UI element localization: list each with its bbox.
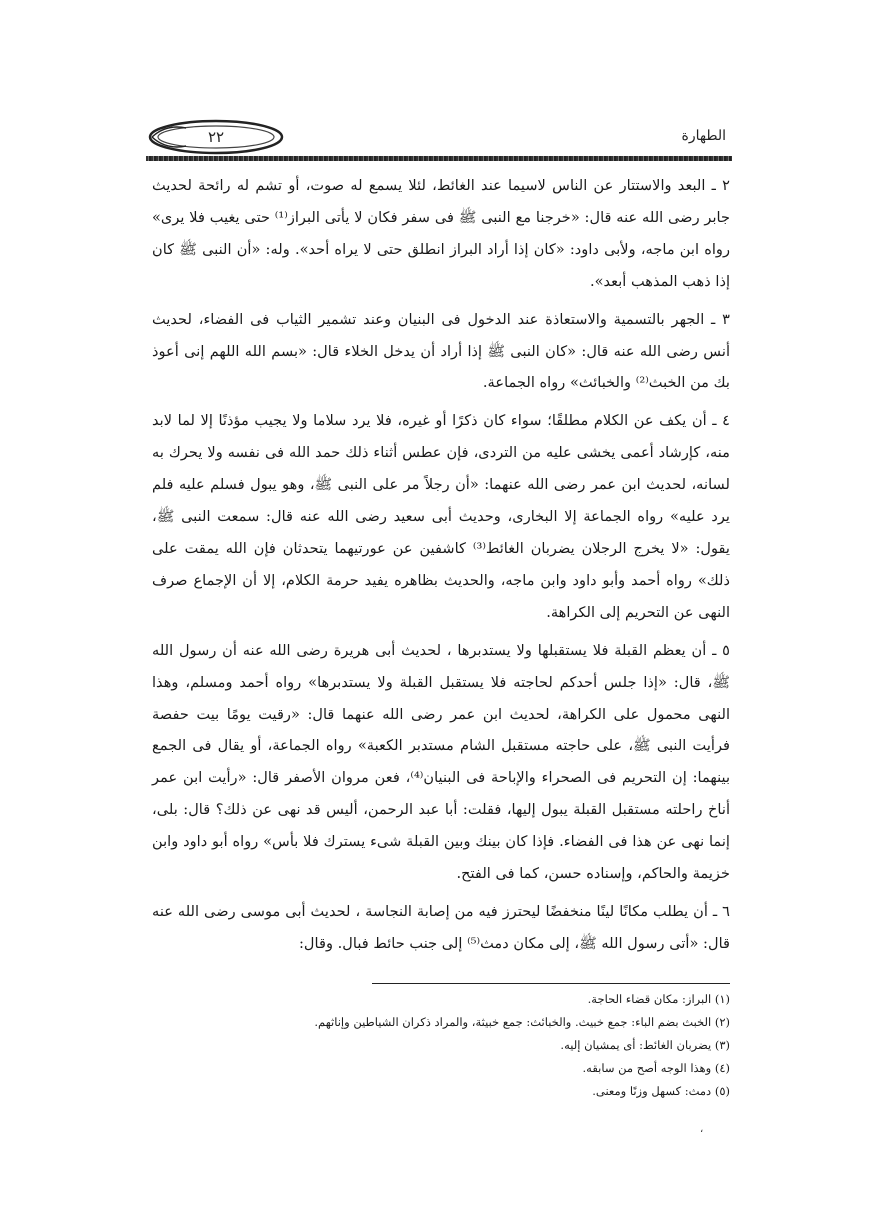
footnote: (٣) يضربان الغائط: أى يمشيان إليه.: [560, 1038, 730, 1052]
footnote: (١) البراز: مكان قضاء الحاجة.: [587, 992, 730, 1006]
paragraph: ٦ ـ أن يطلب مكانًا لينًا منخفضًا ليحترز فيه من إصابة النجاسة ، لحديث أبى موسى رضى الله عنه قال: «أتى رسول الله ﷺ، إلى مكان دمث⁽⁵⁾ إلى جنب حائط فبال. وقال:: [152, 902, 730, 952]
paragraph: ٤ ـ أن يكف عن الكلام مطلقًا؛ سواء كان ذكرًا أو غيره، فلا يرد سلاما ولا يجيب مؤذنًا إلا لما لابد منه، كإرشاد أعمى يخشى عليه من التردى، فإن عطس أثناء ذلك حمد الله فى نفسه ولا يحرك به لسانه، لحديث ابن عمر رضى الله عنهما: «أن رجلاً مر على النبى ﷺ، وهو يبول فسلم عليه فلم يرد عليه» رواه الجماعة إلا البخارى، وحديث أبى سعيد رضى الله عنه قال: سمعت النبى ﷺ، يقول: «لا يخرج الرجلان يضربان الغائط⁽³⁾ كاشفين عن عورتيهما يتحدثان فإن الله يمقت على ذلك» رواه أحمد وأبو داود وابن ماجه، والحديث بظاهره يفيد حرمة الكلام، إلا أن الإجماع صرف النهى عن التحريم إلى الكراهة.: [152, 412, 730, 621]
footnote-divider: [372, 983, 730, 984]
paragraph: ٥ ـ أن يعظم القبلة فلا يستقبلها ولا يستدبرها ، لحديث أبى هريرة رضى الله عنه أن رسول الله ﷺ، قال: «إذا جلس أحدكم لحاجته فلا يستقبل القبلة ولا يستدبرها» رواه أحمد ومسلم، وهذا النهى محمول على الكراهة، لحديث ابن عمر رضى الله عنهما قال: «رقيت يومًا بيت حفصة فرأيت النبى ﷺ، على حاجته مستقبل الشام مستدبر الكعبة» رواه الجماعة، أو يقال فى الجمع بينهما: إن التحريم فى الصحراء والإباحة فى البنيان⁽⁴⁾، فعن مروان الأصفر قال: «رأيت ابن عمر أناخ راحلته مستقبل القبلة يبول إليها، فقلت: أبا عبد الرحمن، أليس قد نهى عن ذلك؟ قال: بلى، إنما نهى عن هذا فى الفضاء. فإذا كان بينك وبين القبلة شىء يسترك فلا بأس» رواه أبو داود وابن خزيمة والحاكم، وإسناده حسن، كما فى الفتح.: [152, 641, 731, 883]
chapter-title: الطهارة: [681, 128, 726, 144]
paragraph: ٢ ـ البعد والاستتار عن الناس لاسيما عند الغائط، لئلا يسمع له صوت، أو تشم له رائحة لحديث جابر رضى الله عنه قال: «خرجنا مع النبى ﷺ فى سفر فكان لا يأتى البراز⁽¹⁾ حتى يغيب فلا يرى» رواه ابن ماجه، ولأبى داود: «كان إذا أراد البراز انطلق حتى لا يراه أحد». وله: «أن النبى ﷺ كان إذا ذهب المذهب أبعد».: [152, 177, 730, 290]
page-header: [146, 118, 732, 160]
footnote: (٢) الخبث بضم الباء: جمع خبيث. والخبائث: جمع خبيثة، والمراد ذكران الشياطين وإناثهم.: [314, 1015, 730, 1029]
page-number: ٢٢: [207, 128, 225, 146]
footnotes: [314, 988, 730, 1103]
main-text: [152, 170, 730, 966]
stray-mark: ،: [700, 1124, 704, 1135]
paragraph: ٣ ـ الجهر بالتسمية والاستعاذة عند الدخول فى البنيان وعند تشمير الثياب فى الفضاء، لحديث أنس رضى الله عنه قال: «كان النبى ﷺ إذا أراد أن يدخل الخلاء قال: «بسم الله اللهم إنى أعوذ بك من الخبث⁽²⁾ والخبائث» رواه الجماعة.: [152, 310, 730, 392]
header-rule: [146, 156, 732, 161]
page-number-badge: [146, 118, 286, 156]
footnote: (٥) دمث: كسهل وزنًا ومعنى.: [592, 1084, 730, 1098]
footnote: (٤) وهذا الوجه أصح من سابقه.: [582, 1061, 730, 1075]
